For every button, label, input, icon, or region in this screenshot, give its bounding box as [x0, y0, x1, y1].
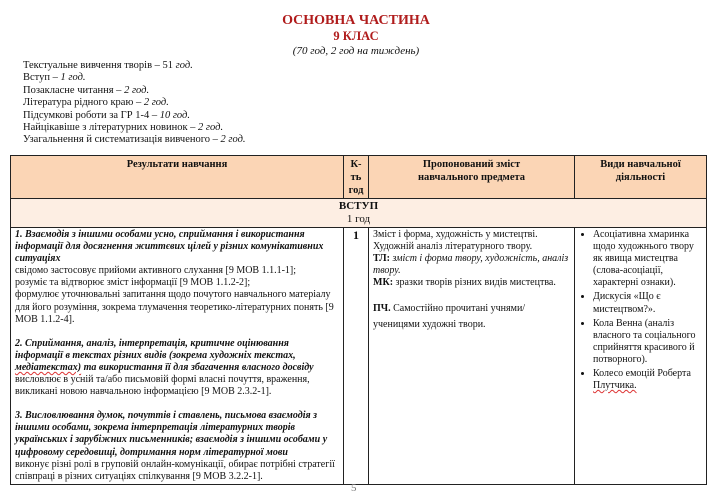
- header-results: [11, 156, 344, 199]
- result-line: формулює уточнювальні запитання щодо почутого навчального матеріалу для його розуміння, зокрема тлумачення теоретико-літературних понять [9 МОВ 1.1.2-4].: [15, 289, 334, 325]
- summary-value: год.: [175, 60, 193, 71]
- summary-item: [23, 97, 246, 109]
- summary-item: [23, 60, 246, 72]
- activity-item: [593, 368, 702, 392]
- summary-label: Текстуальне вивчення творів – 51: [23, 60, 176, 71]
- summary-item: [23, 122, 246, 134]
- section-hours: 1 год: [346, 213, 371, 225]
- result-line: розуміє та відтворює зміст інформації [9 МОВ 1.1.2-2];: [15, 277, 251, 289]
- summary-label: Підсумкові роботи за ГР 1-4 –: [23, 109, 160, 121]
- content-line: Зміст і форма, художність у мистецтві.: [373, 229, 538, 240]
- summary-label: Вступ –: [23, 72, 61, 84]
- tl-label: ТЛ:: [373, 253, 390, 265]
- activity-text: Колесо емоцій Роберта: [593, 368, 691, 380]
- page-title: ОСНОВНА ЧАСТИНА: [282, 13, 430, 28]
- header-activities-line: діяльності: [615, 172, 666, 183]
- summary-value: 1 год.: [60, 72, 86, 84]
- section-row: [11, 199, 707, 228]
- summary-value: 10 год.: [159, 109, 190, 121]
- activity-item: • Кола Венна (аналіз власного та соціального сприйняття красивого й потворного).: [593, 318, 702, 366]
- header-hours-line: год: [348, 185, 364, 196]
- pch-line: [373, 301, 570, 333]
- header-results-label: Результати навчання: [126, 159, 228, 170]
- content-line: Художній аналіз літературного твору.: [373, 241, 533, 253]
- mk-text: зразки творів різних видів мистецтва.: [393, 277, 556, 289]
- summary-value: 2 год.: [143, 97, 169, 109]
- spellcheck-underlined-word: медіатекстах): [15, 361, 82, 373]
- summary-label: Узагальнення й систематизація вивченого –: [23, 134, 221, 146]
- result-block: [15, 338, 339, 398]
- summary-value: 2 год.: [124, 84, 150, 96]
- results-cell: [11, 228, 344, 485]
- result-heading-part: та використання її для збагачення власного досвіду: [81, 361, 314, 373]
- header-hours-line: ть: [350, 172, 362, 183]
- mk-line: [373, 277, 570, 289]
- pch-text: Самостійно прочитані учнями/ученицями художні твори.: [373, 303, 526, 331]
- activities-list: [579, 229, 702, 392]
- grade-label: 9 КЛАС: [333, 29, 379, 43]
- hours-total: (70 год, 2 год на тиждень): [292, 45, 420, 57]
- activity-item: • Дискусія «Що є мистецтвом?».: [593, 291, 702, 315]
- summary-label: Позакласне читання –: [23, 84, 125, 96]
- hours-cell: 1: [344, 228, 369, 485]
- content-cell: [369, 228, 575, 485]
- result-heading-part: 2. Сприймання, аналіз, інтерпретація, критичне оцінювання інформації в текстах різних видів (зокрема художніх текстах,: [15, 337, 296, 361]
- pch-label: ПЧ.: [373, 303, 391, 315]
- curriculum-table: [10, 155, 707, 485]
- hours-summary-list: [23, 60, 246, 147]
- activities-cell: [575, 228, 707, 485]
- summary-item: [23, 85, 246, 97]
- page-number: 5: [351, 482, 357, 494]
- header-activities-line: Види навчальної: [600, 159, 681, 170]
- result-line: виконує різні ролі в груповій онлайн-комунікації, обирає потрібні стратегії співпраці в різних ситуаціях спілкування [9 МОВ 3.2.2-1].: [15, 458, 335, 482]
- summary-value: 2 год.: [220, 134, 246, 146]
- header-activities: [575, 156, 707, 199]
- summary-value: 2 год.: [198, 122, 224, 134]
- header-hours-line: К-: [350, 159, 362, 170]
- summary-label: Найцікавіше з літературних новинок –: [23, 122, 199, 134]
- result-line: свідомо застосовує прийоми активного слухання [9 МОВ 1.1.1-1];: [15, 265, 297, 277]
- result-block: [15, 229, 339, 326]
- table-header-row: [11, 156, 707, 199]
- mk-label: МК:: [373, 277, 394, 289]
- result-line: висловлює в усній та/або письмовій формі власні почуття, враження, викликані новою навчальною інформацією [9 МОВ 2.3.2-1].: [15, 374, 310, 398]
- tl-line: [373, 253, 570, 277]
- result-heading: 1. Взаємодія з іншими особами усно, сприймання і використання інформації для досягнення життєвих цілей у різних комунікативних ситуаціях: [15, 229, 324, 265]
- header-content-line: навчального предмета: [417, 172, 526, 183]
- header-content-line: Пропонований зміст: [422, 159, 521, 170]
- summary-item: [23, 110, 246, 122]
- summary-item: [23, 72, 246, 84]
- section-title: ВСТУП: [338, 200, 379, 212]
- header-hours: [344, 156, 369, 199]
- header-content: [369, 156, 575, 199]
- section-cell: [11, 199, 707, 228]
- result-heading: [15, 338, 339, 374]
- result-block: [15, 410, 339, 483]
- summary-label: Література рідного краю –: [23, 97, 144, 109]
- summary-item: [23, 134, 246, 146]
- result-heading: 3. Висловлювання думок, почуттів і ставлень, письмова взаємодія з іншими особами, зокрема інтерпретація літературних творів українських і зарубіжних письменників; взаємодія з іншими особами у цифровому середовищі, дотримання норм літературної мови: [15, 410, 328, 458]
- spellcheck-underlined-word: Плутчика.: [593, 380, 637, 392]
- tl-text: зміст і форма твору, художність, аналіз твору.: [373, 253, 569, 277]
- activity-item: • Асоціативна хмаринка щодо художнього твору як явища мистецтва (слова-асоціації, характерні ознаки).: [593, 229, 702, 289]
- table-row: [11, 228, 707, 485]
- document-heading: [0, 13, 712, 58]
